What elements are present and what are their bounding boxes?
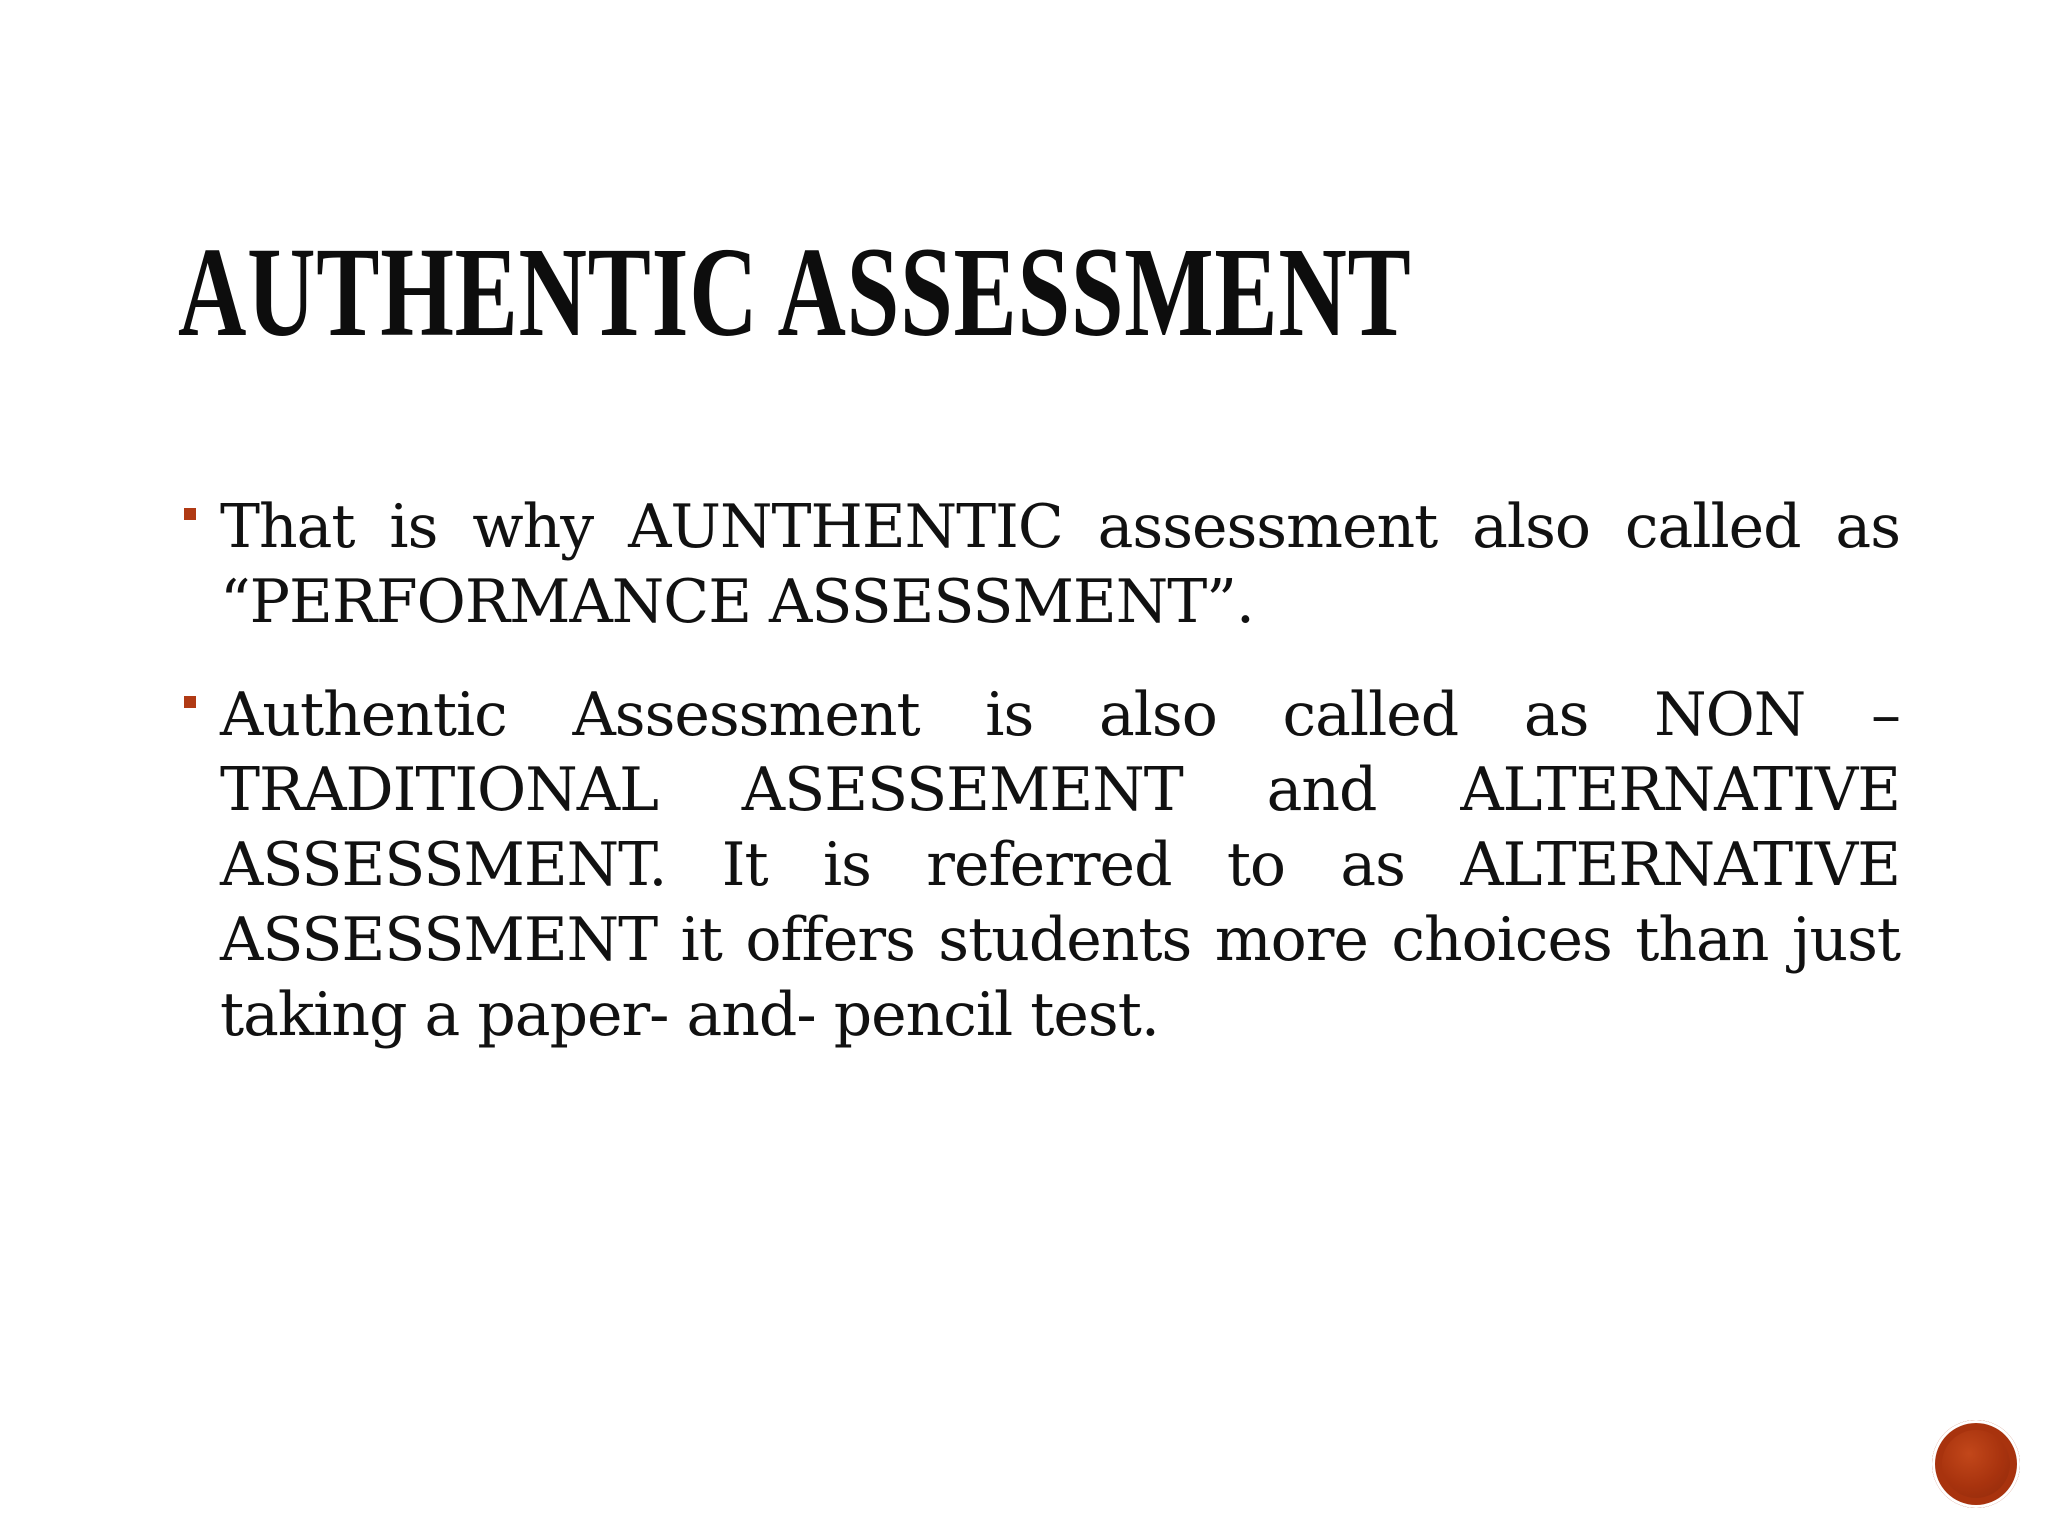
slide-title: AUTHENTIC ASSESSMENT [178, 221, 1412, 363]
square-bullet-icon [184, 696, 196, 708]
bullet-item [180, 678, 1900, 1053]
square-bullet-icon [184, 508, 196, 520]
bullet-text: Authentic Assessment is also called as NON – TRADITIONAL ASESSEMENT and ALTERNATIVE ASSESSMENT. It is referred to as ALTERNATIVE ASSESSMENT it offers students more choices than just taking a paper- and- pencil test. [220, 680, 1900, 1050]
bullet-list [180, 490, 1900, 1091]
slide-number-circle-icon [1932, 1420, 2020, 1508]
bullet-text: That is why AUNTHENTIC assessment also called as “PERFORMANCE ASSESSMENT”. [220, 492, 1900, 637]
circle-fill-icon [1942, 1430, 2010, 1498]
bullet-item [180, 490, 1900, 640]
